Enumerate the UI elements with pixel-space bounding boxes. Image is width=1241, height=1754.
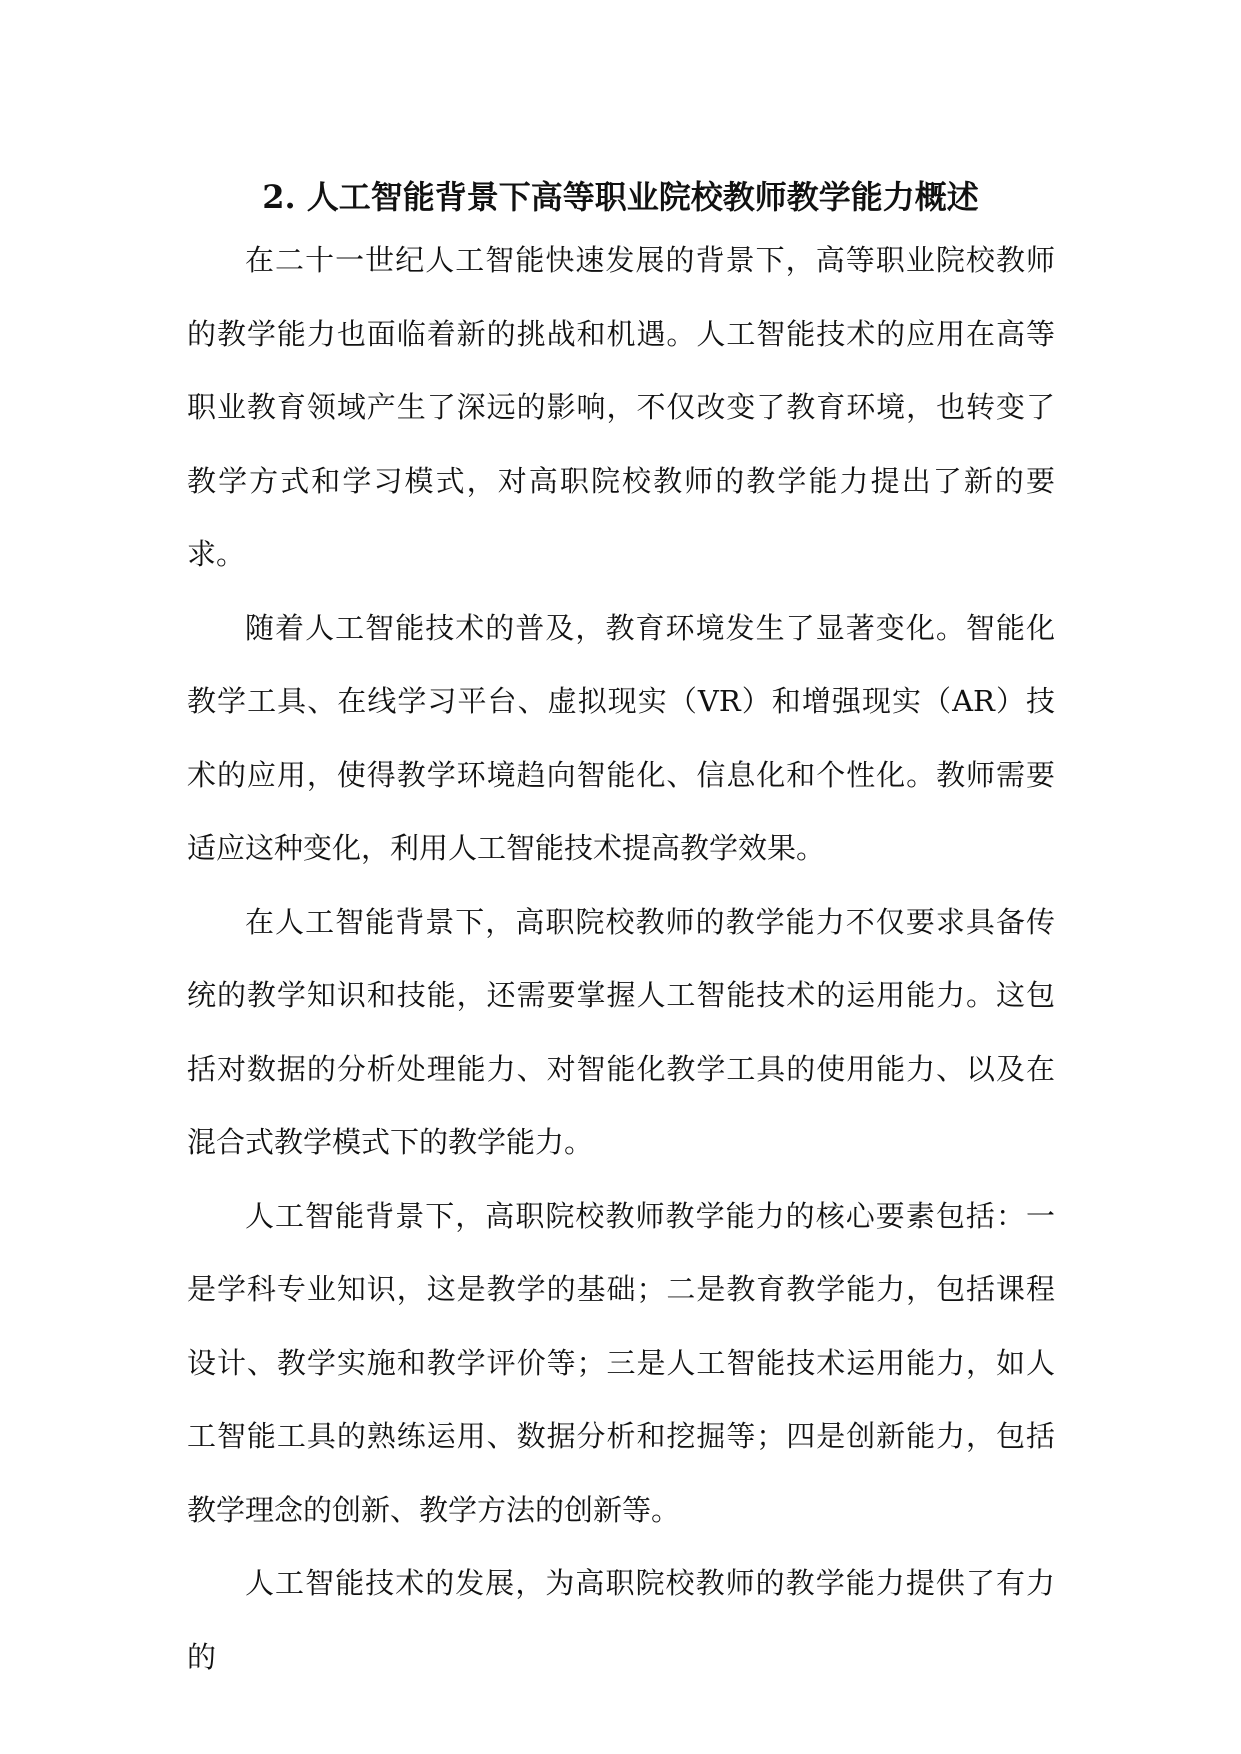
paragraph-3: 在人工智能背景下，高职院校教师的教学能力不仅要求具备传统的教学知识和技能，还需要掌握人工智能技术的运用能力。这包括对数据的分析处理能力、对智能化教学工具的使用能力、以及在混合式教学模式下的教学能力。: [187, 904, 1055, 1159]
paragraph-1: 在二十一世纪人工智能快速发展的背景下，高等职业院校教师的教学能力也面临着新的挑战和机遇。人工智能技术的应用在高等职业教育领域产生了深远的影响，不仅改变了教育环境，也转变了教学方式和学习模式，对高职院校教师的教学能力提出了新的要求。: [187, 243, 1055, 571]
body-text: [187, 224, 1055, 1694]
paragraph-2: 随着人工智能技术的普及，教育环境发生了显著变化。智能化教学工具、在线学习平台、虚拟现实（VR）和增强现实（AR）技术的应用，使得教学环境趋向智能化、信息化和个性化。教师需要适应这种变化，利用人工智能技术提高教学效果。: [187, 610, 1055, 865]
paragraph-4: 人工智能背景下，高职院校教师教学能力的核心要素包括：一是学科专业知识，这是教学的基础；二是教育教学能力，包括课程设计、教学实施和教学评价等；三是人工智能技术运用能力，如人工智能工具的熟练运用、数据分析和挖掘等；四是创新能力，包括教学理念的创新、教学方法的创新等。: [187, 1198, 1055, 1527]
section-heading: 2. 人工智能背景下高等职业院校教师教学能力概述: [262, 178, 979, 217]
paragraph-5: 人工智能技术的发展，为高职院校教师的教学能力提供了有力的: [187, 1566, 1055, 1674]
